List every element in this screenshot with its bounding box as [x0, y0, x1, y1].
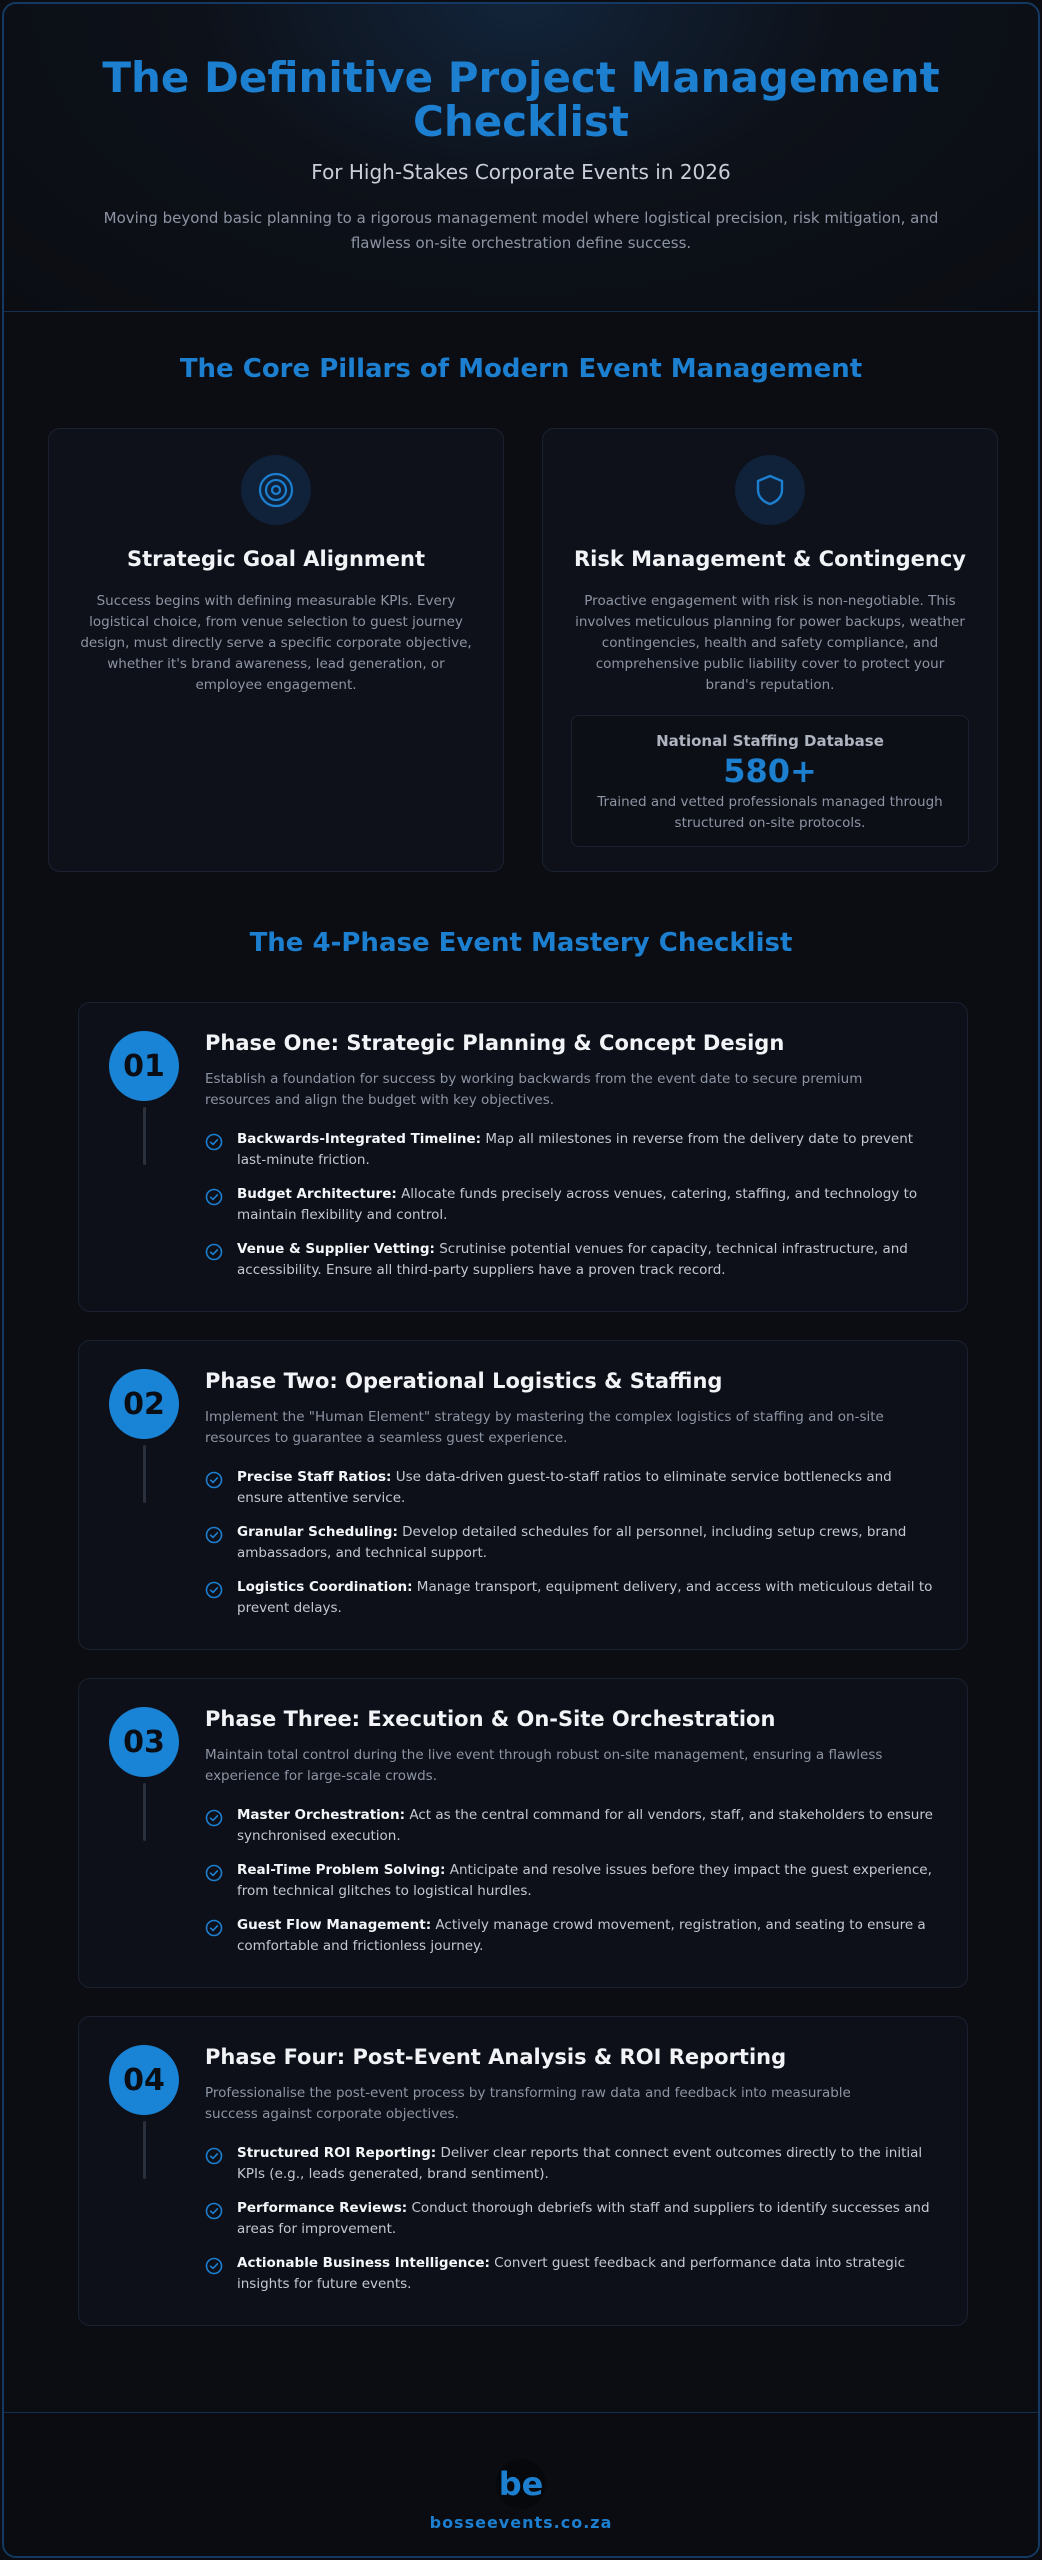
pillar-description: Proactive engagement with risk is non-negotiable. This involves meticulous planning for power backups, weather contingencies, health and safety compliance, and comprehensive public liability cover to protect your brand's reputation. — [575, 593, 965, 693]
check-circle-icon — [205, 1581, 223, 1599]
checklist-item — [205, 1860, 937, 1915]
page-title: The Definitive Project Management Checklist — [102, 53, 940, 146]
phase-number-badge: 02 — [109, 1369, 179, 1439]
page-subtitle: For High-Stakes Corporate Events in 2026 — [311, 160, 731, 184]
checklist — [205, 2143, 937, 2308]
checklist-item-heading: Budget Architecture: — [237, 1186, 397, 1202]
checklist-item-body: Convert guest feedback and performance data into strategic insights for future events. — [237, 2255, 905, 2292]
checklist-item-heading: Backwards-Integrated Timeline: — [237, 1131, 482, 1147]
phase-title: Phase Four: Post-Event Analysis & ROI Reporting — [205, 2045, 787, 2069]
phase-title: Phase Three: Execution & On-Site Orchestration — [205, 1707, 776, 1731]
check-circle-icon — [205, 1526, 223, 1544]
pillar-description: Success begins with defining measurable KPIs. Every logistical choice, from venue selection to guest journey design, must directly serve a specific corporate objective, whether it's brand awareness, lead generation, or employee engagement. — [80, 593, 472, 693]
brand-logo: be — [496, 2459, 546, 2509]
phase-number-badge: 03 — [109, 1707, 179, 1777]
pillar-card-strategic-goal — [48, 428, 504, 872]
checklist — [205, 1467, 937, 1632]
checklist-item-text — [237, 2253, 937, 2295]
timeline-connector — [143, 1445, 146, 1503]
checklist-item-text — [237, 1522, 937, 1564]
checklist-item-text — [237, 2198, 937, 2240]
checklist-item-heading: Actionable Business Intelligence: — [237, 2255, 490, 2271]
checklist-item-text — [237, 2143, 937, 2185]
phase-title: Phase Two: Operational Logistics & Staffing — [205, 1369, 723, 1393]
checklist-item-text — [237, 1860, 937, 1902]
check-circle-icon — [205, 1809, 223, 1827]
check-circle-icon — [205, 1471, 223, 1489]
phase-description: Establish a foundation for success by working backwards from the event date to secure premium resources and align the budget with key objectives. — [205, 1071, 863, 1108]
website-link[interactable]: bosseevents.co.za — [429, 2513, 613, 2532]
check-circle-icon — [205, 1864, 223, 1882]
checklist-item — [205, 2143, 937, 2198]
check-circle-icon — [205, 2257, 223, 2275]
checklist-item-heading: Structured ROI Reporting: — [237, 2145, 437, 2161]
checklist-item-body: Act as the central command for all vendors, staff, and stakeholders to ensure synchronised execution. — [237, 1807, 933, 1844]
checklist-item — [205, 2198, 937, 2253]
phase-description: Maintain total control during the live event through robust on-site management, ensuring a flawless experience for large-scale crowds. — [205, 1747, 883, 1784]
phase-number-badge: 04 — [109, 2045, 179, 2115]
phase-number-badge: 01 — [109, 1031, 179, 1101]
timeline-connector — [143, 1107, 146, 1165]
checklist-item-heading: Granular Scheduling: — [237, 1524, 398, 1540]
checklist-item — [205, 1239, 937, 1294]
checklist-item — [205, 1577, 937, 1632]
checklist-item-text — [237, 1184, 937, 1226]
page-frame — [2, 2, 1040, 2558]
checklist-item-heading: Precise Staff Ratios: — [237, 1469, 392, 1485]
checklist-item-body: Deliver clear reports that connect event outcomes directly to the initial KPIs (e.g., leads generated, brand sentiment). — [237, 2145, 923, 2182]
timeline-connector — [143, 1783, 146, 1841]
checklist-item — [205, 1805, 937, 1860]
checklist-item-heading: Master Orchestration: — [237, 1807, 406, 1823]
staffing-stat-box — [571, 715, 969, 847]
checklist-item-text — [237, 1129, 937, 1171]
footer — [4, 2412, 1038, 2558]
checklist-item-text — [237, 1239, 937, 1281]
stat-description: Trained and vetted professionals managed through structured on-site protocols. — [597, 794, 943, 831]
checklist-item — [205, 1184, 937, 1239]
checklist-item — [205, 2253, 937, 2308]
checklist — [205, 1129, 937, 1294]
checklist-item-heading: Logistics Coordination: — [237, 1579, 413, 1595]
checklist-item-heading: Performance Reviews: — [237, 2200, 408, 2216]
check-circle-icon — [205, 2202, 223, 2220]
check-circle-icon — [205, 1133, 223, 1151]
stat-value: 580+ — [723, 752, 817, 790]
phases-heading: The 4-Phase Event Mastery Checklist — [249, 928, 793, 958]
phase-card — [78, 1678, 968, 1988]
phase-card — [78, 1002, 968, 1312]
phase-description: Implement the "Human Element" strategy by mastering the complex logistics of staffing and on-site resources to guarantee a seamless guest experience. — [205, 1409, 884, 1446]
timeline-connector — [143, 2121, 146, 2179]
checklist-item — [205, 1915, 937, 1970]
phase-description: Professionalise the post-event process by transforming raw data and feedback into measurable success against corporate objectives. — [205, 2085, 851, 2122]
checklist-item-text — [237, 1467, 937, 1509]
check-circle-icon — [205, 1243, 223, 1261]
checklist-item-text — [237, 1915, 937, 1957]
checklist-item-body: Scrutinise potential venues for capacity, technical infrastructure, and accessibility. Ensure all third-party suppliers have a proven track record. — [237, 1241, 908, 1278]
shield-icon — [735, 455, 805, 525]
target-icon — [241, 455, 311, 525]
checklist-item-heading: Guest Flow Management: — [237, 1917, 432, 1933]
checklist-item-body: Map all milestones in reverse from the delivery date to prevent last-minute friction. — [237, 1131, 914, 1168]
checklist-item-heading: Real-Time Problem Solving: — [237, 1862, 446, 1878]
checklist-item — [205, 1129, 937, 1184]
phase-card — [78, 2016, 968, 2326]
checklist-item — [205, 1522, 937, 1577]
check-circle-icon — [205, 1188, 223, 1206]
check-circle-icon — [205, 2147, 223, 2165]
checklist-item-body: Allocate funds precisely across venues, catering, staffing, and technology to maintain flexibility and control. — [237, 1186, 918, 1223]
pillars-heading: The Core Pillars of Modern Event Management — [179, 354, 863, 384]
pillar-card-risk-management — [542, 428, 998, 872]
pillar-title: Risk Management & Contingency — [574, 547, 966, 571]
phase-title: Phase One: Strategic Planning & Concept Design — [205, 1031, 785, 1055]
intro-text: Moving beyond basic planning to a rigorous management model where logistical precision, risk mitigation, and flawless on-site orchestration define success. — [103, 209, 939, 252]
checklist-item-body: Conduct thorough debriefs with staff and suppliers to identify successes and areas for improvement. — [237, 2200, 930, 2237]
checklist-item-body: Anticipate and resolve issues before they impact the guest experience, from technical glitches to logistical hurdles. — [237, 1862, 932, 1899]
pillar-title: Strategic Goal Alignment — [126, 547, 426, 571]
check-circle-icon — [205, 1919, 223, 1937]
checklist-item-body: Use data-driven guest-to-staff ratios to eliminate service bottlenecks and ensure attentive service. — [237, 1469, 892, 1506]
hero-header — [4, 4, 1038, 312]
checklist-item-body: Develop detailed schedules for all personnel, including setup crews, brand ambassadors, and technical support. — [237, 1524, 907, 1561]
checklist-item-text — [237, 1805, 937, 1847]
checklist — [205, 1805, 937, 1970]
phase-card — [78, 1340, 968, 1650]
checklist-item — [205, 1467, 937, 1522]
checklist-item-text — [237, 1577, 937, 1619]
checklist-item-body: Actively manage crowd movement, registration, and seating to ensure a comfortable and frictionless journey. — [237, 1917, 926, 1954]
checklist-item-heading: Venue & Supplier Vetting: — [237, 1241, 435, 1257]
checklist-item-body: Manage transport, equipment delivery, and access with meticulous detail to prevent delays. — [237, 1579, 933, 1616]
stat-label: National Staffing Database — [656, 732, 884, 750]
